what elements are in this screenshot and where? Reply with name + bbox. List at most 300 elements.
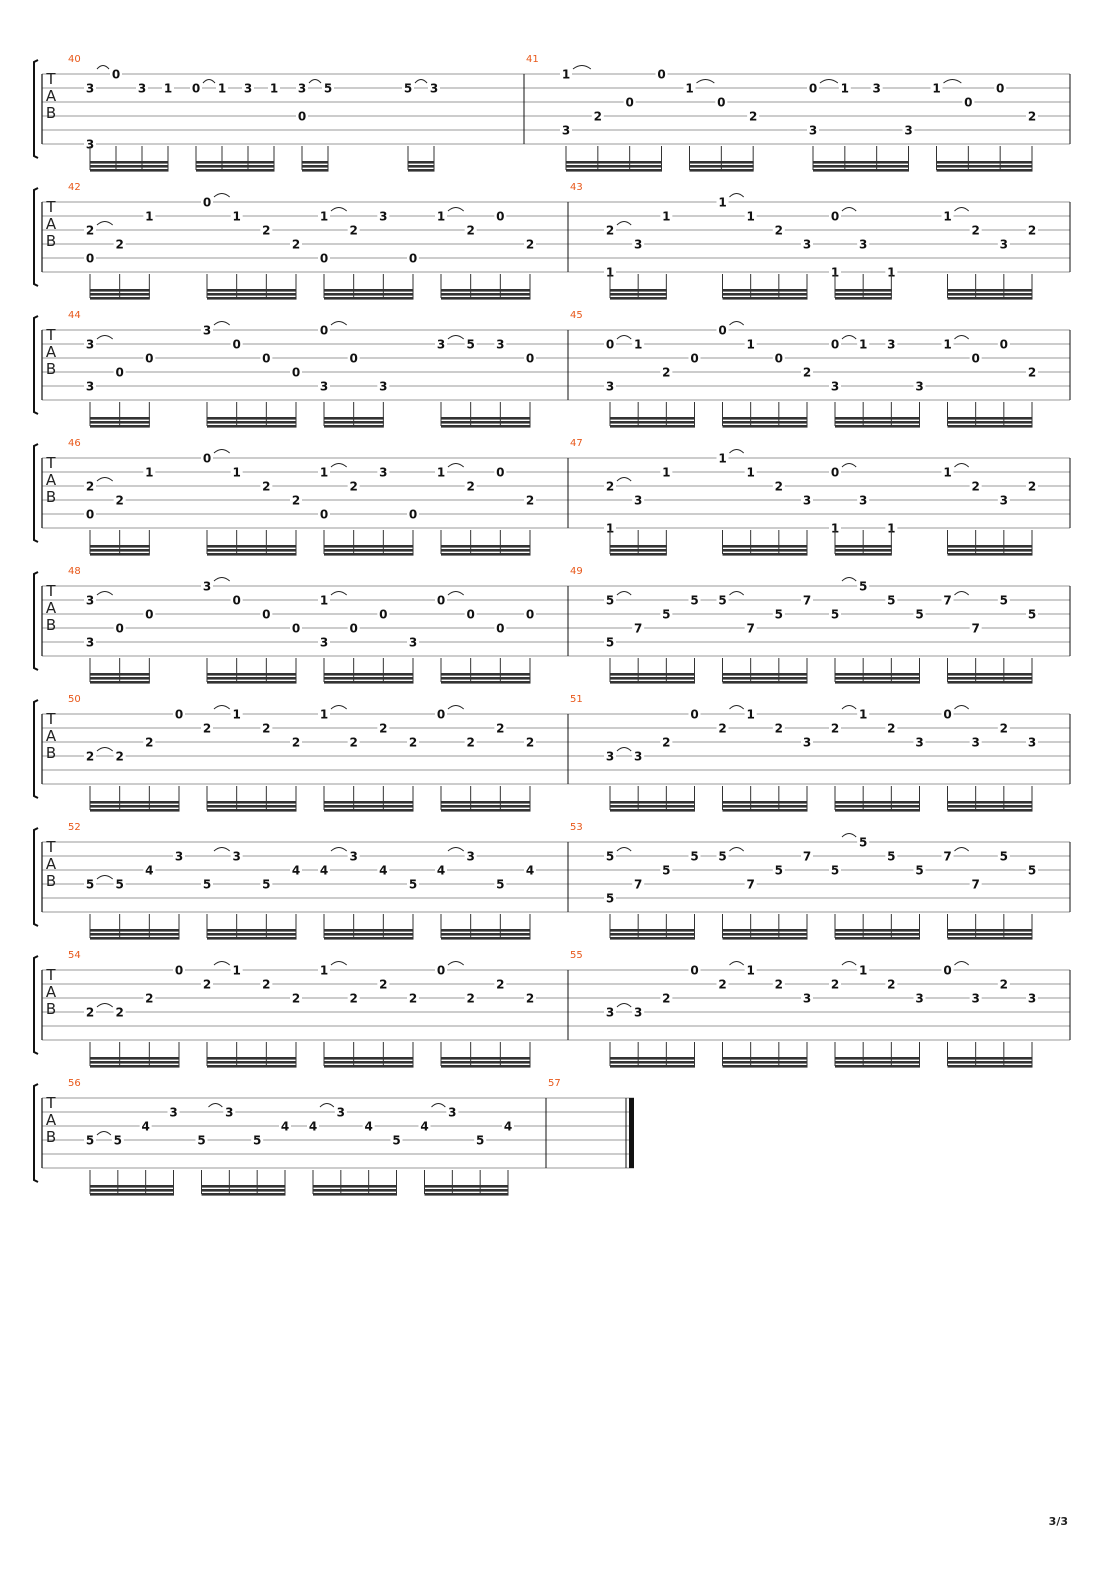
fret-number: 0 [808, 81, 818, 96]
beam [207, 801, 297, 804]
fret-number: 5 [605, 849, 615, 864]
fret-number: 2 [605, 479, 615, 494]
slur [331, 848, 347, 852]
slur [842, 464, 856, 468]
beam [90, 161, 169, 164]
fret-number: 2 [85, 1005, 95, 1020]
tab-clef-letter: T [46, 582, 56, 600]
fret-number: 5 [85, 1133, 95, 1148]
beam [948, 549, 1033, 552]
beam [324, 681, 414, 684]
tab-clef-letter: B [45, 616, 57, 634]
tab-system [34, 54, 1070, 172]
tab-system [34, 822, 1070, 940]
fret-number: 1 [858, 963, 868, 978]
beam [813, 169, 909, 172]
beam [441, 1065, 531, 1068]
system-bracket [34, 700, 38, 798]
slur [944, 80, 962, 84]
fret-number: 0 [605, 337, 615, 352]
fret-number: 1 [145, 209, 154, 224]
fret-number: 0 [436, 593, 446, 608]
beam [723, 421, 808, 424]
beam [207, 297, 297, 300]
fret-number: 0 [971, 351, 980, 366]
fret-number: 5 [392, 1133, 401, 1148]
beam [90, 1185, 174, 1188]
fret-number: 2 [1027, 479, 1037, 494]
fret-number: 2 [971, 223, 980, 238]
tab-clef-letter: T [46, 198, 56, 216]
slur [97, 66, 109, 70]
fret-number: 0 [319, 323, 329, 338]
fret-number: 1 [269, 81, 279, 96]
fret-number: 1 [746, 209, 755, 224]
fret-number: 1 [685, 81, 694, 96]
fret-number: 3 [633, 749, 643, 764]
beam [90, 421, 150, 424]
beam [207, 549, 297, 552]
beam [948, 1065, 1033, 1068]
fret-number: 0 [690, 707, 699, 722]
fret-number: 3 [85, 379, 95, 394]
slur [214, 194, 230, 198]
slur [214, 848, 230, 852]
fret-number: 1 [662, 209, 671, 224]
beam [425, 1185, 509, 1188]
fret-number: 3 [243, 81, 253, 96]
measure-number: 46 [68, 438, 81, 449]
fret-number: 3 [915, 735, 924, 750]
beam [324, 801, 414, 804]
beam [207, 809, 297, 812]
fret-number: 3 [605, 379, 615, 394]
beam [835, 553, 892, 556]
fret-number: 4 [503, 1119, 513, 1134]
fret-number: 5 [113, 1133, 123, 1148]
beam [948, 297, 1033, 300]
beam [610, 937, 695, 940]
measure-number: 48 [68, 566, 81, 577]
fret-number: 5 [115, 877, 124, 892]
beam [835, 1061, 920, 1064]
fret-number: 1 [232, 209, 241, 224]
beam [425, 1189, 509, 1192]
fret-number: 1 [858, 337, 868, 352]
beam [324, 293, 414, 296]
beam [196, 165, 275, 168]
fret-number: 3 [802, 237, 812, 252]
fret-number: 5 [774, 607, 784, 622]
fret-number: 1 [145, 465, 154, 480]
fret-number: 5 [466, 337, 475, 352]
fret-number: 5 [690, 593, 699, 608]
fret-number: 3 [232, 849, 241, 864]
beam [90, 1065, 180, 1068]
fret-number: 1 [718, 451, 727, 466]
beam [408, 169, 435, 172]
fret-number: 1 [858, 707, 868, 722]
fret-number: 0 [291, 365, 301, 380]
slur [955, 208, 969, 212]
slur [415, 80, 427, 84]
beam [610, 545, 667, 548]
tab-system [34, 310, 1070, 428]
tab-clef-letter: A [45, 599, 57, 617]
fret-number: 2 [718, 721, 727, 736]
fret-number: 0 [111, 67, 121, 82]
beam [566, 169, 662, 172]
tab-clef-letter: A [45, 215, 57, 233]
beam [813, 165, 909, 168]
beam [90, 553, 150, 556]
fret-number: 0 [319, 507, 329, 522]
tab-clef-letter: B [45, 232, 57, 250]
fret-number: 0 [496, 621, 505, 636]
fret-number: 1 [232, 465, 241, 480]
slur [209, 1104, 223, 1108]
fret-number: 2 [496, 977, 505, 992]
fret-number: 2 [291, 493, 301, 508]
fret-number: 1 [436, 465, 446, 480]
beam [207, 1065, 297, 1068]
fret-number: 0 [232, 337, 241, 352]
fret-number: 7 [633, 621, 643, 636]
fret-number: 3 [174, 849, 184, 864]
fret-number: 1 [232, 963, 241, 978]
measure-number: 42 [68, 182, 81, 193]
beam [610, 681, 695, 684]
fret-number: 2 [466, 223, 475, 238]
fret-number: 2 [774, 977, 784, 992]
fret-number: 5 [1027, 863, 1037, 878]
fret-number: 3 [999, 493, 1009, 508]
fret-number: 7 [746, 877, 755, 892]
slur [97, 222, 113, 226]
fret-number: 2 [802, 365, 812, 380]
fret-number: 3 [319, 379, 329, 394]
fret-number: 5 [858, 579, 868, 594]
measure-number: 40 [68, 54, 81, 65]
beam [408, 165, 435, 168]
fret-number: 1 [662, 465, 671, 480]
fret-number: 4 [141, 1119, 150, 1134]
beam [937, 165, 1033, 168]
beam [90, 545, 150, 548]
fret-number: 5 [408, 877, 418, 892]
fret-number: 7 [802, 593, 812, 608]
beam [948, 801, 1033, 804]
beam [324, 809, 414, 812]
fret-number: 2 [466, 991, 475, 1006]
beam [441, 1061, 531, 1064]
slur [617, 336, 631, 340]
beam [313, 1185, 397, 1188]
beam [835, 421, 920, 424]
beam [723, 809, 808, 812]
fret-number: 0 [625, 95, 634, 110]
fret-number: 4 [379, 863, 388, 878]
tab-system [34, 182, 1070, 300]
beam [937, 169, 1033, 172]
measure-number: 52 [68, 822, 81, 833]
beam [441, 297, 531, 300]
beam [948, 417, 1033, 420]
fret-number: 3 [872, 81, 881, 96]
fret-number: 0 [964, 95, 973, 110]
slur [730, 450, 744, 454]
fret-number: 2 [145, 735, 154, 750]
beam [835, 417, 920, 420]
slur [309, 80, 321, 84]
fret-number: 2 [887, 721, 896, 736]
tab-clef-letter: T [46, 710, 56, 728]
slur [214, 706, 230, 710]
fret-number: 0 [145, 607, 154, 622]
fret-number: 0 [436, 707, 446, 722]
fret-number: 5 [915, 607, 924, 622]
fret-number: 0 [943, 963, 952, 978]
fret-number: 5 [605, 593, 615, 608]
fret-number: 5 [662, 607, 671, 622]
beam [723, 1065, 808, 1068]
beam [835, 809, 920, 812]
fret-number: 2 [291, 735, 301, 750]
fret-number: 5 [718, 849, 727, 864]
fret-number: 1 [943, 209, 952, 224]
fret-number: 3 [137, 81, 147, 96]
fret-number: 2 [262, 721, 271, 736]
tab-clef-letter: A [45, 727, 57, 745]
fret-number: 0 [291, 621, 301, 636]
beam [207, 289, 297, 292]
slur [97, 1004, 113, 1008]
fret-number: 2 [349, 223, 358, 238]
beam [948, 929, 1033, 932]
fret-number: 1 [830, 521, 840, 536]
tab-system [34, 438, 1070, 556]
beam [566, 165, 662, 168]
beam [196, 169, 275, 172]
beam [207, 933, 297, 936]
fret-number: 1 [232, 707, 241, 722]
slur [214, 450, 230, 454]
beam [948, 937, 1033, 940]
tab-clef-letter: B [45, 872, 57, 890]
beam [324, 297, 414, 300]
fret-number: 2 [525, 991, 535, 1006]
fret-number: 1 [887, 265, 896, 280]
beam [723, 417, 808, 420]
beam [207, 677, 297, 680]
beam [90, 293, 150, 296]
system-bracket [34, 188, 38, 286]
beam [196, 161, 275, 164]
fret-number: 1 [163, 81, 173, 96]
fret-number: 1 [605, 521, 615, 536]
beam [302, 165, 329, 168]
fret-number: 2 [291, 237, 301, 252]
beam [90, 937, 180, 940]
beam [610, 801, 695, 804]
fret-number: 0 [174, 963, 184, 978]
beam [610, 425, 695, 428]
page-number: 3/3 [1048, 1515, 1068, 1528]
beam [723, 1061, 808, 1064]
beam [90, 425, 150, 428]
tab-clef-letter: A [45, 471, 57, 489]
fret-number: 3 [85, 137, 95, 152]
slur [331, 706, 347, 710]
slur [617, 222, 631, 226]
beam [202, 1193, 286, 1196]
measure-number: 55 [570, 950, 583, 961]
fret-number: 2 [525, 735, 535, 750]
beam [207, 425, 297, 428]
slur [573, 66, 591, 70]
fret-number: 2 [291, 991, 301, 1006]
fret-number: 2 [1027, 109, 1037, 124]
system-bracket [34, 1084, 38, 1182]
fret-number: 2 [115, 237, 124, 252]
beam [90, 1193, 174, 1196]
beam [723, 929, 808, 932]
system-bracket [34, 444, 38, 542]
beam [207, 929, 297, 932]
beam [835, 1065, 920, 1068]
fret-number: 1 [887, 521, 896, 536]
fret-number: 3 [605, 1005, 615, 1020]
beam [207, 681, 297, 684]
fret-number: 2 [496, 721, 505, 736]
beam [835, 681, 920, 684]
fret-number: 0 [85, 507, 95, 522]
system-bracket [34, 956, 38, 1054]
tab-clef-letter: T [46, 838, 56, 856]
slur [842, 706, 856, 710]
fret-number: 2 [202, 977, 212, 992]
fret-number: 2 [466, 479, 475, 494]
fret-number: 0 [319, 251, 329, 266]
beam [441, 545, 531, 548]
fret-number: 1 [436, 209, 446, 224]
fret-number: 5 [403, 81, 413, 96]
beam [835, 545, 892, 548]
beam [425, 1193, 509, 1196]
fret-number: 3 [436, 337, 446, 352]
beam [610, 553, 667, 556]
beam [948, 809, 1033, 812]
fret-number: 1 [319, 963, 329, 978]
beam [835, 673, 920, 676]
fret-number: 4 [308, 1119, 318, 1134]
fret-number: 2 [262, 479, 271, 494]
beam [90, 417, 150, 420]
beam [723, 297, 808, 300]
fret-number: 1 [319, 707, 329, 722]
fret-number: 4 [145, 863, 154, 878]
slur [214, 322, 230, 326]
beam [441, 681, 531, 684]
fret-number: 2 [887, 977, 896, 992]
beam [723, 293, 808, 296]
beam [207, 673, 297, 676]
beam [723, 937, 808, 940]
fret-number: 2 [379, 977, 388, 992]
fret-number: 3 [887, 337, 896, 352]
fret-number: 1 [830, 265, 840, 280]
fret-number: 7 [943, 593, 952, 608]
fret-number: 2 [662, 365, 671, 380]
beam [723, 681, 808, 684]
system-bracket [34, 60, 38, 158]
beam [835, 933, 920, 936]
fret-number: 1 [943, 337, 952, 352]
fret-number: 5 [197, 1133, 206, 1148]
fret-number: 0 [943, 707, 952, 722]
tab-clef-letter: T [46, 326, 56, 344]
fret-number: 3 [633, 1005, 643, 1020]
fret-number: 3 [561, 123, 571, 138]
fret-number: 0 [202, 451, 212, 466]
slur [448, 208, 464, 212]
fret-number: 2 [774, 479, 784, 494]
fret-number: 1 [561, 67, 571, 82]
fret-number: 2 [85, 749, 95, 764]
slur [448, 592, 464, 596]
fret-number: 3 [85, 635, 95, 650]
beam [723, 549, 808, 552]
beam [302, 161, 329, 164]
fret-number: 7 [971, 621, 980, 636]
tab-system [34, 950, 1070, 1068]
beam [835, 801, 920, 804]
system-bracket [34, 572, 38, 670]
measure-number: 41 [526, 54, 539, 65]
slur [97, 748, 113, 752]
fret-number: 5 [774, 863, 784, 878]
fret-number: 0 [525, 607, 535, 622]
beam [441, 293, 531, 296]
slur [955, 464, 969, 468]
beam [690, 165, 754, 168]
fret-number: 3 [429, 81, 439, 96]
beam [441, 801, 531, 804]
beam [90, 165, 169, 168]
beam [324, 545, 414, 548]
fret-number: 0 [830, 337, 840, 352]
fret-number: 2 [1027, 365, 1037, 380]
fret-number: 2 [830, 721, 840, 736]
fret-number: 0 [297, 109, 307, 124]
beam [835, 297, 892, 300]
beam [610, 933, 695, 936]
fret-number: 0 [85, 251, 95, 266]
fret-number: 2 [349, 735, 358, 750]
fret-number: 5 [662, 863, 671, 878]
fret-number: 0 [657, 67, 666, 82]
measure-number: 44 [68, 310, 81, 321]
fret-number: 0 [525, 351, 535, 366]
fret-number: 2 [115, 493, 124, 508]
beam [948, 1061, 1033, 1064]
fret-number: 5 [605, 891, 615, 906]
fret-number: 2 [774, 223, 784, 238]
fret-number: 2 [593, 109, 603, 124]
beam [324, 929, 414, 932]
fret-number: 3 [496, 337, 505, 352]
beam [835, 425, 920, 428]
